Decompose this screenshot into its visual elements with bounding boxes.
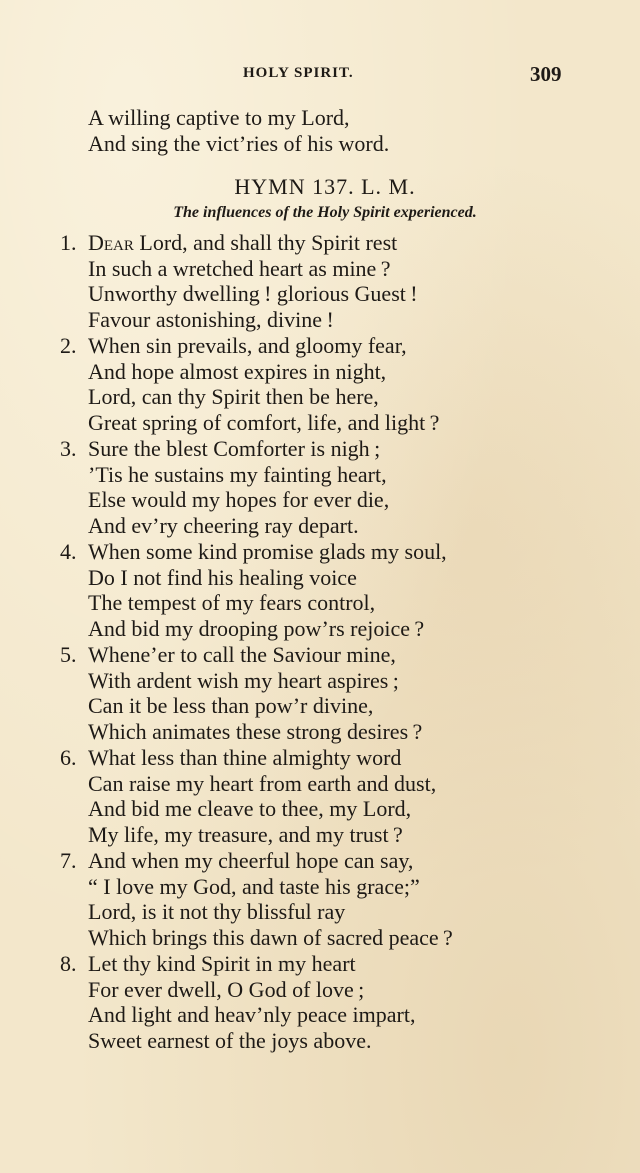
verse-line: And ev’ry cheering ray depart. bbox=[88, 512, 359, 538]
stanza-number: 7. bbox=[60, 848, 77, 873]
verse-line: My life, my treasure, and my trust ? bbox=[88, 821, 403, 847]
verse-line: Great spring of comfort, life, and light ? bbox=[88, 409, 440, 435]
verse-line: And hope almost expires in night, bbox=[88, 358, 387, 384]
verse-line: “ I love my God, and taste his grace;” bbox=[88, 873, 420, 899]
verse-line: Else would my hopes for ever die, bbox=[88, 487, 390, 512]
verse-line: When sin prevails, and gloomy fear, bbox=[88, 333, 407, 358]
verse-line: Favour astonishing, divine ! bbox=[88, 306, 334, 332]
verse-line: What less than thine almighty word bbox=[88, 745, 402, 770]
verse-line: Let thy kind Spirit in my heart bbox=[88, 951, 356, 976]
stanza-1 bbox=[60, 230, 630, 332]
stanza-number: 3. bbox=[60, 436, 77, 461]
verse-line: Can it be less than pow’r divine, bbox=[88, 693, 374, 718]
stanza-number: 5. bbox=[60, 642, 77, 667]
verse-line: A willing captive to my Lord, bbox=[88, 105, 350, 130]
running-head bbox=[0, 62, 640, 88]
verse-line: Unworthy dwelling ! glorious Guest ! bbox=[88, 281, 418, 306]
verse-line: Sure the blest Comforter is nigh ; bbox=[88, 436, 381, 461]
verse-line: The tempest of my fears control, bbox=[88, 590, 376, 615]
verse-line: With ardent wish my heart aspires ; bbox=[88, 667, 399, 693]
first-line-rest: Lord, and shall thy Spirit rest bbox=[133, 230, 398, 255]
stanza-4 bbox=[60, 539, 630, 641]
hymn-title: HYMN 137. L. M. bbox=[234, 174, 416, 199]
verse-line: And sing the vict’ries of his word. bbox=[88, 130, 390, 156]
page-number: 309 bbox=[530, 62, 562, 86]
verse-line-first bbox=[88, 230, 630, 256]
stanza-2 bbox=[60, 333, 630, 435]
verse-line: And when my cheerful hope can say, bbox=[88, 848, 414, 873]
stanza-number: 2. bbox=[60, 333, 77, 358]
verse-line: Lord, can thy Spirit then be here, bbox=[88, 384, 379, 409]
stanza-7 bbox=[60, 848, 630, 950]
verse-line: And bid me cleave to thee, my Lord, bbox=[88, 796, 412, 821]
verse-line: Sweet earnest of the joys above. bbox=[88, 1027, 372, 1053]
running-title: HOLY SPIRIT. bbox=[243, 65, 354, 81]
stanza-6 bbox=[60, 745, 630, 847]
stanza-3 bbox=[60, 436, 630, 538]
stanza-number: 8. bbox=[60, 951, 77, 976]
verse-line: When some kind promise glads my soul, bbox=[88, 539, 447, 564]
verse-line: Whene’er to call the Saviour mine, bbox=[88, 642, 396, 667]
verse-line: Which brings this dawn of sacred peace ? bbox=[88, 924, 453, 950]
stanza-number: 4. bbox=[60, 539, 77, 564]
stanza-number: 1. bbox=[60, 230, 77, 255]
verse-line: And light and heav’nly peace impart, bbox=[88, 1002, 416, 1027]
verse-line: Which animates these strong desires ? bbox=[88, 718, 423, 744]
stanza-number: 6. bbox=[60, 745, 77, 770]
verse-line: ’Tis he sustains my fainting heart, bbox=[88, 461, 387, 487]
drop-word: Dear bbox=[88, 230, 134, 255]
hymn-stanzas bbox=[60, 230, 630, 1054]
verse-line: And bid my drooping pow’rs rejoice ? bbox=[88, 615, 425, 641]
verse-line: Lord, is it not thy blissful ray bbox=[88, 899, 346, 924]
previous-stanza-end bbox=[88, 105, 608, 156]
hymn-subtitle: The influences of the Holy Spirit experienced. bbox=[173, 204, 477, 221]
verse-line: In such a wretched heart as mine ? bbox=[88, 255, 391, 281]
verse-line: For ever dwell, O God of love ; bbox=[88, 976, 365, 1002]
stanza-8 bbox=[60, 951, 630, 1053]
verse-line: Do I not find his healing voice bbox=[88, 564, 357, 590]
stanza-5 bbox=[60, 642, 630, 744]
verse-line: Can raise my heart from earth and dust, bbox=[88, 770, 437, 796]
